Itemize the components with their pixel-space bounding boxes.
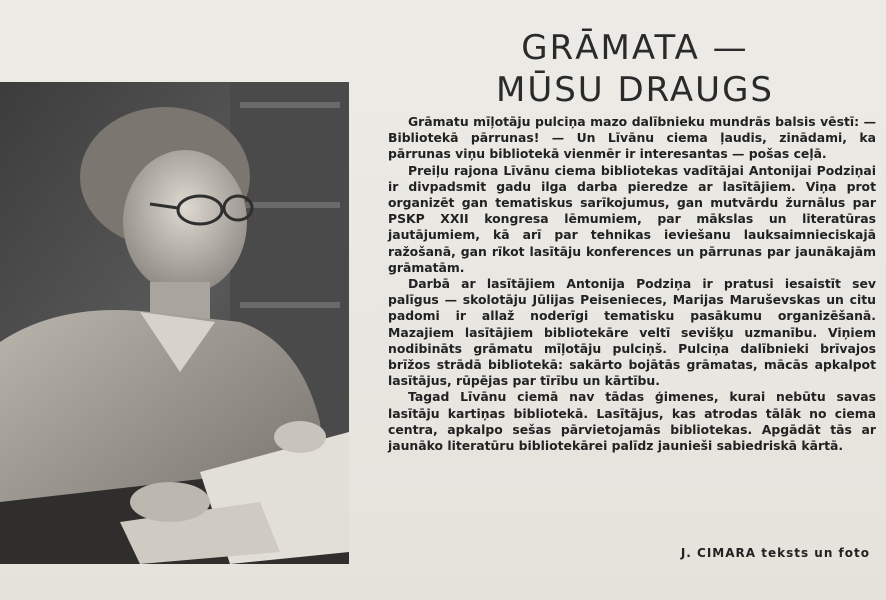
article-paragraph-2: Preiļu rajona Līvānu ciema bibliotekas vadītājai Antonijai Podziņai ir divpadsmit gadu ilga darba pieredze ar lasītājiem. Viņa prot organizēt gan tematiskus sarīkojumus, gan mutvārdu žurnālus par PSKP XXII kongresa lēmumiem, par mākslas un literatūras jautājumiem, kā arī par tehnikas ieviešanu lauksaimnieciskajā ražošanā, gan rīkot lasītāju konferences un pārrunas par jaunākajām grāmatām. (388, 162, 876, 275)
article-paragraph-1: Grāmatu mīļotāju pulciņa mazo dalībnieku mundrās balsis vēstī: — Bibliotekā pārrunas! — Un Līvānu ciema ļaudis, zinādami, ka pārrunas viņu bibliotekā vienmēr ir interesantas — pošas ceļā. (388, 114, 876, 162)
librarian-photo-image (0, 82, 349, 564)
article-paragraph-4: Tagad Līvānu ciemā nav tādas ģimenes, kurai nebūtu savas lasītāju kartiņas bibliotekā. Lasītājus, kas atrodas tālāk no ciema centra, apkalpo sešas pārvietojamās bibliotekas. Apgādāt tās ar jaunāko literatūru bibliotekārei palīdz jaunieši sabiedriskā kārtā. (388, 389, 876, 454)
photo-credit: J. CIMARA teksts un foto (680, 546, 870, 560)
article-title-line-2: MŪSU DRAUGS (496, 69, 774, 110)
article-title (470, 27, 800, 111)
article-body (388, 114, 876, 454)
article-paragraph-3: Darbā ar lasītājiem Antonija Podziņa ir pratusi iesaistīt sev palīgus — skolotāju Jūlijas Peisenieces, Marijas Maruševskas un citu padomi ir allaž noderīgi tematisku pasākumu organizēšanā. Mazajiem lasītājiem bibliotekāre veltī sevišķu uzmanību. Viņiem nodibināts grāmatu mīļotāju pulciņš. Pulciņa dalībnieki brīvajos brīžos strādā bibliotekā: sakārto bojātās grāmatas, mācās apkalpot lasītājus, rūpējas par tīrību un kārtību. (388, 276, 876, 389)
article-title-line-1: GRĀMATA — (521, 27, 749, 68)
librarian-photo (0, 82, 349, 564)
